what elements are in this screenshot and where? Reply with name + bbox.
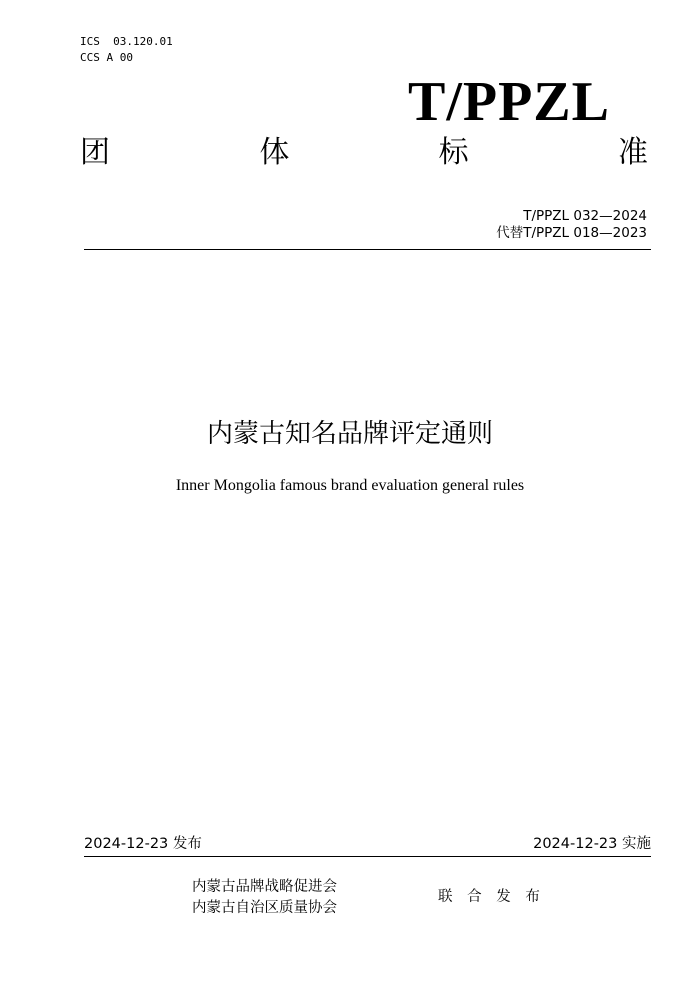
classification-codes [80,34,173,66]
standard-type [80,134,648,172]
standard-type-char: 标 [438,135,469,170]
standard-type-char: 团 [80,135,110,170]
header-divider [84,249,651,250]
standard-code: T/PPZL 032—2024 [523,208,647,224]
date-row [84,835,651,853]
issuing-organizations [192,877,337,919]
standard-type-char: 准 [617,135,648,170]
implement-date: 2024-12-23 实施 [533,836,651,852]
document-title-english: Inner Mongolia famous brand evaluation general rules [175,477,525,494]
replaces-code: 代替T/PPZL 018—2023 [496,225,647,241]
document-title-chinese: 内蒙古知名品牌评定通则 [206,419,493,449]
standard-type-char: 体 [259,135,290,170]
issuer-org: 内蒙古品牌战略促进会 [192,879,337,895]
publish-date: 2024-12-23 发布 [84,836,202,852]
ccs-code: CCS A 00 [80,51,133,64]
ics-code: ICS 03.120.01 [80,35,173,48]
footer-divider [84,856,651,857]
standard-number-block [496,208,647,242]
joint-release-label: 联 合 发 布 [438,889,545,905]
issuer-org: 内蒙古自治区质量协会 [192,900,337,916]
standard-logo: T/PPZL [407,71,610,133]
